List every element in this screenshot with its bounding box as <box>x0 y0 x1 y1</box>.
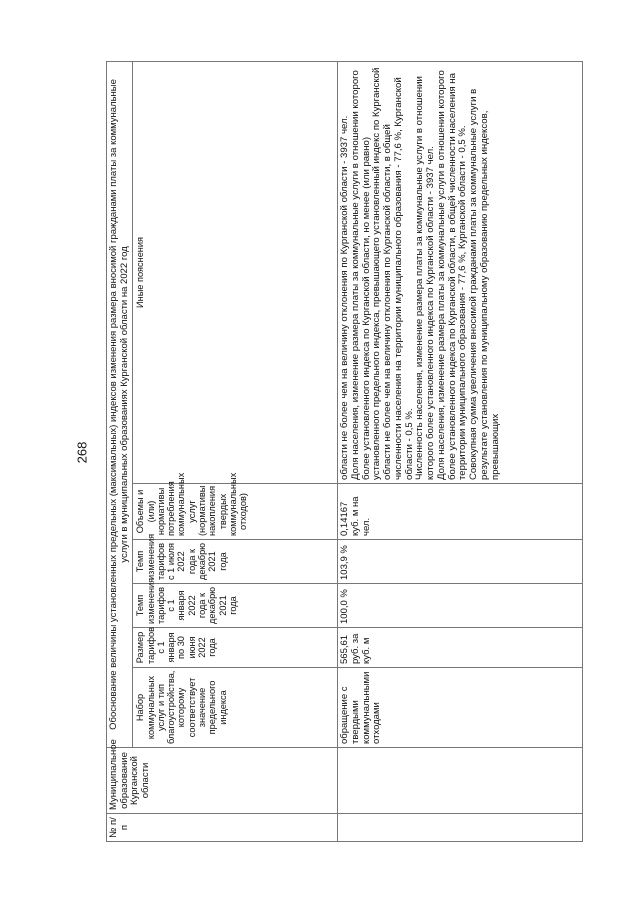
cell-tariff: 565,61 руб. за куб. м <box>338 628 583 668</box>
cell-rate-jan: 100,0 % <box>338 584 583 628</box>
notes-paragraph: Совокупная сумма увеличения вносимой гражданами платы за коммунальные услуги в результате установления по муниципальному образованию предельных индексов, превышающих <box>468 88 501 480</box>
header-volumes: Объемы и (или) нормативы потребления коммунальных услуг (нормативы накопления твердых коммунальных отходов) <box>133 484 338 540</box>
header-tariff: Размер тарифов с 1 января по 30 июня 2022 года <box>133 628 338 668</box>
notes-paragraph: Доля населения, изменение размера платы за коммунальные услуги в отношении которого более установленного индекса по Курганской области, но менее (или равно) установленного предельного индекса, превышающего установленный индекс по Курганской области не более чем на величину отклонения по Курганской области, в общей численности населения на территории муниципального образования - 77,6 %, Курганской области - 0,5 %. <box>349 67 415 480</box>
header-municipality: Муниципальное образование Курганской области <box>107 748 338 814</box>
header-num: № п/п <box>107 814 338 842</box>
notes-paragraph: Численность населения, изменение размера платы за коммунальные услуги в отношении которого более установленного индекса по Курганской области - 3937 чел. <box>414 76 437 480</box>
cell-num <box>338 814 583 842</box>
header-rate-jul: Темп изменения тарифов с 1 июля 2022 года к декабрю 2021 года <box>133 540 338 584</box>
cell-municipality <box>338 748 583 814</box>
cell-notes <box>338 61 583 483</box>
page-number: 268 <box>74 441 90 464</box>
cell-volume: 0,14167 куб. м на чел. <box>338 484 583 540</box>
rotated-table-sheet <box>106 62 604 842</box>
cell-service: обращение с твердыми коммунальными отходами <box>338 668 583 748</box>
table-row <box>338 61 583 841</box>
header-group: Обоснование величины установленных предельных (максимальных) индексов изменения размера вносимой гражданами платы за коммунальные услуги в муниципальных образованиях Курганской области на 2022 год <box>107 61 133 747</box>
header-notes: Иные пояснения <box>133 61 338 483</box>
header-rate-jan: Темп изменения тарифов с 1 января 2022 года к декабрю 2021 года <box>133 584 338 628</box>
notes-paragraph: Доля населения, изменение размера платы за коммунальные услуги в отношении которого более установленного индекса по Курганской области, в общей численности населения на территории муниципального образования - 77,6 %, Курганской области - 0,5 %. <box>435 70 469 480</box>
cell-rate-jul: 103,9 % <box>338 540 583 584</box>
header-services: Набор коммунальных услуг и тип благоустройства, которому соответствует значение предельного индекса <box>133 668 338 748</box>
notes-paragraph: области не более чем на величину отклонения по Курганской области - 3937 чел. <box>339 115 351 480</box>
tariff-index-table <box>106 61 583 842</box>
